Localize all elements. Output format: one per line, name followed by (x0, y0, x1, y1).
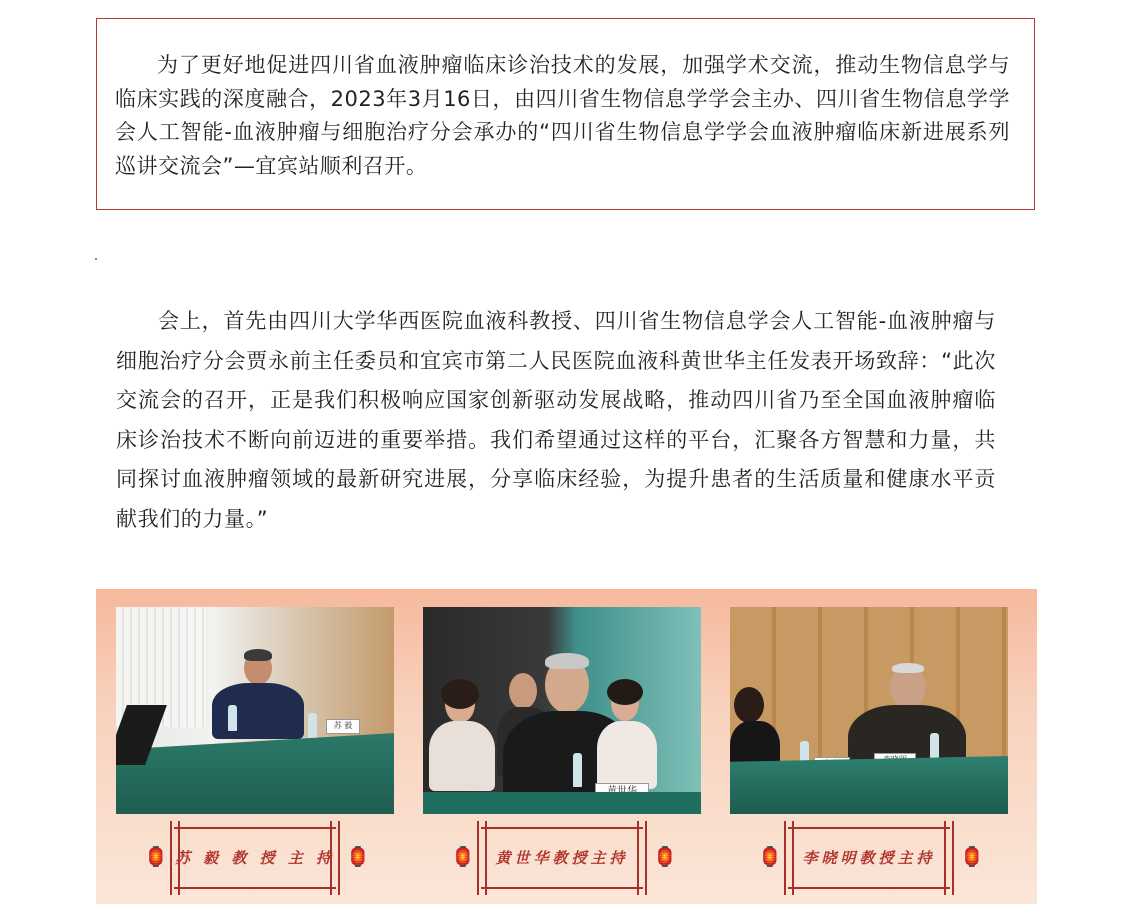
separator-dot (95, 258, 97, 260)
caption-frame-1 (116, 823, 394, 893)
photo-panel-1 (116, 607, 394, 893)
intro-paragraph: 为了更好地促进四川省血液肿瘤临床诊治技术的发展，加强学术交流，推动生物信息学与临床实践的深度融合，2023年3月16日，由四川省生物信息学学会主办、四川省生物信息学学会人工智能-血液肿瘤与细胞治疗分会承办的“四川省生物信息学学会血液肿瘤临床新进展系列巡讲交流会”—宜宾站顺利召开。 (115, 53, 1010, 178)
lantern-icon: 🏮 (653, 846, 677, 868)
intro-box (96, 18, 1035, 210)
caption-frame-3 (730, 823, 1008, 893)
photo-caption-2: 黄世华教授主持 (495, 849, 629, 867)
photo-caption-3: 李晓明教授主持 (802, 849, 936, 867)
meeting-photo-1: 苏 毅 (116, 607, 394, 814)
photo-panel-2 (423, 607, 701, 893)
body-paragraph: 会上，首先由四川大学华西医院血液科教授、四川省生物信息学会人工智能-血液肿瘤与细胞治疗分会贾永前主任委员和宜宾市第二人民医院血液科黄世华主任发表开场致辞：“此次交流会的召开，正是我们积极响应国家创新驱动发展战略，推动四川省乃至全国血液肿瘤临床诊治技术不断向前迈进的重要举措。我们希望通过这样的平台，汇聚各方智慧和力量，共同探讨血液肿瘤领域的最新研究进展，分享临床经验，为提升患者的生活质量和健康水平贡献我们的力量。” (116, 309, 996, 531)
lantern-icon: 🏮 (960, 846, 984, 868)
meeting-photo-3 (730, 607, 1008, 814)
photo-strip (96, 589, 1037, 904)
lantern-icon: 🏮 (346, 846, 370, 868)
caption-frame-2 (423, 823, 701, 893)
lantern-icon: 🏮 (144, 846, 168, 868)
photo-panel-3 (730, 607, 1008, 893)
lantern-icon: 🏮 (758, 846, 782, 868)
photo-caption-1: 苏 毅 教 授 主 持 (174, 849, 336, 867)
meeting-photo-2 (423, 607, 701, 814)
lantern-icon: 🏮 (451, 846, 475, 868)
